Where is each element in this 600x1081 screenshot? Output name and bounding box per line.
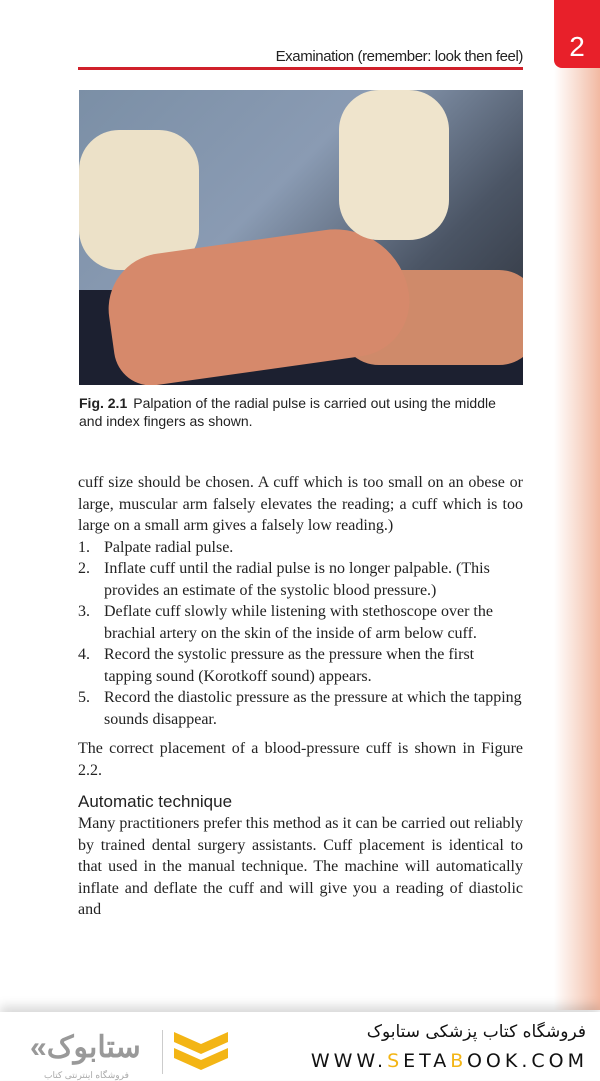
section-heading: Automatic technique (78, 792, 233, 811)
divider (162, 1030, 163, 1074)
watermark-footer (0, 1012, 600, 1080)
page-edge-gradient (554, 0, 600, 1010)
chapter-number: 2 (569, 31, 585, 62)
item-number: 1. (78, 538, 90, 556)
url-part: OOK.COM (466, 1050, 588, 1072)
item-text: Inflate cuff until the radial pulse is no longer palpable. (This provides an estimate of the systolic blood pressure.) (104, 560, 490, 599)
url-part-accent: B (450, 1050, 467, 1072)
paragraph: cuff size should be chosen. A cuff which is too small on an obese or large, muscular arm falsely elevates the reading; a cuff which is too large on a small arm gives a falsely low reading.) (78, 474, 523, 534)
steps-list (78, 537, 523, 731)
paragraph: The correct placement of a blood-pressure cuff is shown in Figure 2.2. (78, 740, 523, 779)
item-text: Record the systolic pressure as the pressure when the first tapping sound (Korotkoff sound) appears. (104, 646, 475, 685)
chapter-tab (554, 0, 600, 68)
list-item (78, 537, 523, 559)
figure-photo (79, 90, 523, 385)
item-text: Deflate cuff slowly while listening with stethoscope over the brachial artery on the skin of the inside of arm below cuff. (104, 603, 493, 642)
paragraph: Many practitioners prefer this method as it can be carried out reliably by trained dental surgery assistants. Cuff placement is identical to that used in the manual technique. The machine will automatically inflate and deflate the cuff and will give you a reading of diastolic and (78, 815, 523, 918)
running-header: Examination (remember: look then feel) (78, 48, 523, 70)
figure-caption (79, 394, 519, 430)
store-url[interactable] (311, 1050, 588, 1072)
list-item (78, 558, 523, 601)
item-number: 5. (78, 689, 90, 706)
item-text: Record the diastolic pressure as the pressure at which the tapping sounds disappear. (104, 689, 522, 728)
setabook-logo (30, 1030, 141, 1080)
body-text (78, 472, 523, 921)
store-name: فروشگاه کتاب پزشکی ستابوک (366, 1022, 586, 1042)
url-part-accent: S (387, 1050, 404, 1072)
list-item (78, 687, 523, 730)
list-item (78, 644, 523, 687)
item-number: 3. (78, 603, 90, 620)
logo-mark: «ستابوک (30, 1031, 141, 1064)
gloved-hand-right (339, 90, 449, 240)
item-text: Palpate radial pulse. (104, 538, 234, 556)
chevron-logo-icon (172, 1028, 230, 1076)
url-part: WWW. (310, 1050, 388, 1072)
figure-caption-text: Palpation of the radial pulse is carried out using the middle and index fingers as shown. (79, 395, 496, 429)
item-number: 4. (78, 646, 90, 663)
figure-label: Fig. 2.1 (79, 395, 128, 411)
list-item (78, 601, 523, 644)
logo-subtitle: فروشگاه اینترنتی کتاب (44, 1070, 129, 1080)
gloved-hand-left (79, 130, 199, 270)
url-part: ETA (403, 1050, 451, 1072)
item-number: 2. (78, 560, 90, 577)
